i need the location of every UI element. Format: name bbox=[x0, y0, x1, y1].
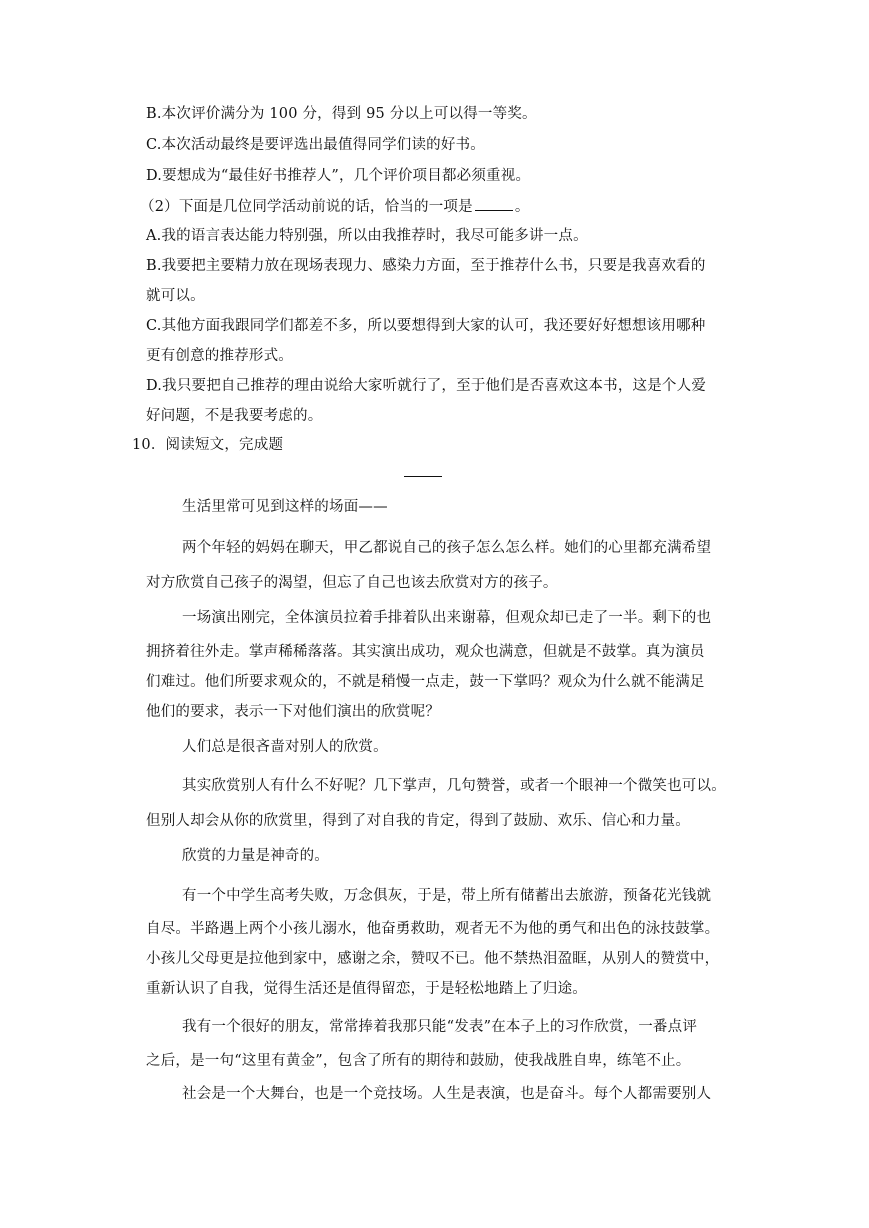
passage-line: 有一个中学生高考失败，万念俱灰，于是，带上所有储蓄出去旅游，预备花光钱就 bbox=[182, 888, 712, 904]
passage-line: 其实欣赏别人有什么不好呢？几下掌声，几句赞誉，或者一个眼神一个微笑也可以。 bbox=[182, 778, 726, 794]
passage-line: 一场演出刚完，全体演员拉着手排着队出来谢幕，但观众却已走了一半。剩下的也 bbox=[182, 610, 712, 626]
option-d-q2-line2: 好问题，不是我要考虑的。 bbox=[146, 408, 323, 424]
question-2-prompt-end: 。 bbox=[514, 199, 530, 215]
option-b-q2-line2: 就可以。 bbox=[146, 288, 205, 304]
option-d-q2-line1: D.我只要把自己推荐的理由说给大家听就行了，至于他们是否喜欢这本书，这是个人爱 bbox=[146, 378, 707, 394]
passage-line: 他们的要求，表示一下对他们演出的欣赏呢？ bbox=[146, 704, 440, 720]
passage-line: 拥挤着往外走。掌声稀稀落落。其实演出成功，观众也满意，但就是不鼓掌。真为演员 bbox=[146, 644, 705, 660]
option-b-q2-line1: B.我要把主要精力放在现场表现力、感染力方面，至于推荐什么书，只要是我喜欢看的 bbox=[146, 258, 706, 274]
passage-line: 对方欣赏自己孩子的渴望，但忘了自己也该去欣赏对方的孩子。 bbox=[146, 575, 558, 591]
passage-line: 自尽。半路遇上两个小孩儿溺水，他奋勇救助，观者无不为他的勇气和出色的泳技鼓掌。 bbox=[146, 921, 720, 937]
passage-line: 社会是一个大舞台，也是一个竞技场。人生是表演，也是奋斗。每个人都需要别人 bbox=[182, 1086, 712, 1102]
passage-line: 欣赏的力量是神奇的。 bbox=[182, 848, 329, 864]
option-c-q2-line2: 更有创意的推荐形式。 bbox=[146, 348, 293, 364]
passage-line: 人们总是很吝啬对别人的欣赏。 bbox=[182, 739, 388, 755]
answer-blank bbox=[475, 196, 513, 211]
passage-line: 但别人却会从你的欣赏里，得到了对自我的肯定，得到了鼓励、欢乐、信心和力量。 bbox=[146, 813, 690, 829]
passage-line: 我有一个很好的朋友，常常捧着我那只能“发表”在本子上的习作欣赏，一番点评 bbox=[182, 1019, 698, 1035]
option-d-q1: D.要想成为“最佳好书推荐人”，几个评价项目都必须重视。 bbox=[146, 168, 531, 184]
option-b-q1: B.本次评价满分为 100 分，得到 95 分以上可以得一等奖。 bbox=[146, 106, 537, 122]
option-a-q2: A.我的语言表达能力特别强，所以由我推荐时，我尽可能多讲一点。 bbox=[146, 228, 588, 244]
question-2-prompt-text: （2）下面是几位同学活动前说的话，恰当的一项是 bbox=[140, 199, 473, 215]
passage-line: 之后，是一句“这里有黄金”，包含了所有的期待和鼓励，使我战胜自卑，练笔不止。 bbox=[146, 1053, 691, 1069]
passage-line: 生活里常可见到这样的场面—— bbox=[182, 499, 388, 515]
question-10-heading: 10．阅读短文，完成题 bbox=[132, 437, 284, 453]
question-2-prompt bbox=[140, 196, 530, 217]
option-c-q2-line1: C.其他方面我跟同学们都差不多，所以要想得到大家的认可，我还要好好想想该用哪种 bbox=[146, 318, 706, 334]
option-c-q1: C.本次活动最终是要评选出最值得同学们读的好书。 bbox=[146, 137, 485, 153]
passage-line: 们难过。他们所要求观众的，不就是稍慢一点走，鼓一下掌吗？观众为什么就不能满足 bbox=[146, 674, 705, 690]
passage-line: 小孩儿父母更是拉他到家中，感谢之余，赞叹不已。他不禁热泪盈眶，从别人的赞赏中， bbox=[146, 951, 720, 967]
passage-line: 重新认识了自我，觉得生活还是值得留恋，于是轻松地踏上了归途。 bbox=[146, 981, 587, 997]
passage-line: 两个年轻的妈妈在聊天，甲乙都说自己的孩子怎么怎么样。她们的心里都充满希望 bbox=[182, 540, 712, 556]
passage-title-blank bbox=[404, 476, 442, 477]
